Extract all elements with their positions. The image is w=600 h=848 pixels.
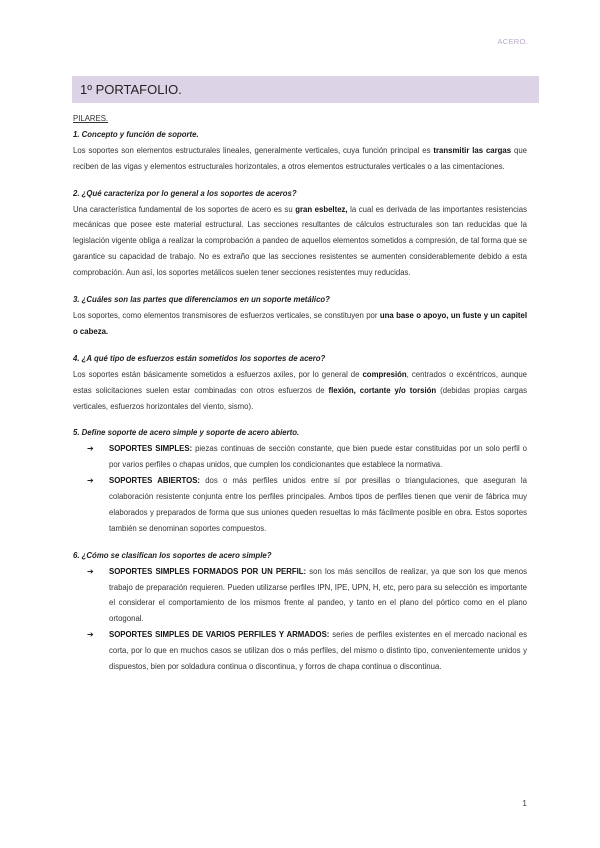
question-5: 5. Define soporte de acero simple y soporte de acero abierto. [73, 428, 300, 438]
question-2: 2. ¿Qué caracteriza por lo general a los soportes de aceros? [73, 188, 297, 198]
list-item: ➔ SOPORTES SIMPLES: piezas continuas de sección constante, que bien puede estar constituidas por un solo perfil o por varios perfiles o chapas unidos, que cumplen los condicionantes que establece la normativa. [73, 441, 527, 473]
answer-4: Los soportes están básicamente sometidos a esfuerzos axiles, por lo general de compresión, centrados o excéntricos, aunque estas solicitaciones suelen estar combinadas con otros esfuerzos de flexión, cortante y/o torsión (debidas propias cargas verticales, esfuerzos horizontales del viento, sismo). [73, 369, 528, 411]
arrow-right-icon: ➔ [87, 444, 94, 454]
answer-3: Los soportes, como elementos transmisores de esfuerzos verticales, se constituyen por una base o apoyo, un fuste y un capitel o cabeza. [73, 310, 527, 336]
question-1: 1. Concepto y función de soporte. [73, 129, 199, 139]
question-3: 3. ¿Cuáles son las partes que diferenciamos en un soporte metálico? [73, 295, 330, 305]
list-item: ➔ SOPORTES SIMPLES DE VARIOS PERFILES Y ARMADOS: series de perfiles existentes en el mercado nacional es corta, por lo que en muchos casos se utilizan dos o más perfiles, del mismo o distinto tipo, convenientemente unidos y dispuestos, bien por soldadura continua o discontinua, y forros de chapa continua o discontinua. [73, 627, 527, 675]
answer-6-list [73, 564, 527, 675]
header-label: ACERO. [497, 37, 528, 46]
list-item: ➔ SOPORTES SIMPLES FORMADOS POR UN PERFIL: son los más sencillos de realizar, ya que son los que menos trabajo de preparación requieren. Pueden utilizarse perfiles IPN, IPE, UPN, H, etc, pero para su selección es importante el considerar el comportamiento de los mismos frente al pandeo, y tanto en el plano del pórtico como en el plano ortogonal. [73, 564, 527, 628]
question-6: 6. ¿Cómo se clasifican los soportes de acero simple? [73, 550, 272, 560]
arrow-right-icon: ➔ [87, 566, 94, 576]
list-item: ➔ SOPORTES ABIERTOS: dos o más perfiles unidos entre sí por presillas o triangulaciones, que aseguran la colaboración resistente conjunta entre los perfiles principales. Ambos tipos de perfiles tienen que venir de fábrica muy elaborados y preparados de forma que sus uniones queden resueltas lo más fácilmente posible en obra. Estos soportes también se denominan soportes compuestos. [73, 473, 527, 537]
answer-5-list [73, 441, 527, 536]
question-4: 4. ¿A qué tipo de esfuerzos están sometidos los soportes de acero? [73, 353, 326, 363]
section-label: PILARES. [73, 114, 109, 123]
arrow-right-icon: ➔ [87, 476, 94, 486]
answer-2: Una característica fundamental de los soportes de acero es su gran esbeltez, la cual es derivada de las importantes resistencias mecánicas que posee este material estructural. Las secciones resultantes de cálculos estructurales son tan reducidas que la legislación vigente obliga a realizar la comprobación a pandeo de aquellos elementos sometidos a compresión, de tal forma que se garantice su capacidad de trabajo. No es extraño que las secciones resistentes se aumenten considerablemente debido a esta comprobación. Aun así, los soportes metálicos suelen tener secciones resistentes muy reducidas. [73, 204, 527, 278]
document-body [73, 111, 527, 675]
page-number: 1 [522, 798, 527, 808]
arrow-right-icon: ➔ [87, 630, 94, 640]
page-title-text: 1º PORTAFOLIO. [80, 82, 182, 97]
answer-1: Los soportes son elementos estructurales lineales, generalmente verticales, cuya función principal es transmitir las cargas que reciben de las vigas y elementos estructurales horizontales, a otros elementos estructurales verticales o a las cimentaciones. [73, 145, 527, 171]
page-title [72, 76, 539, 103]
